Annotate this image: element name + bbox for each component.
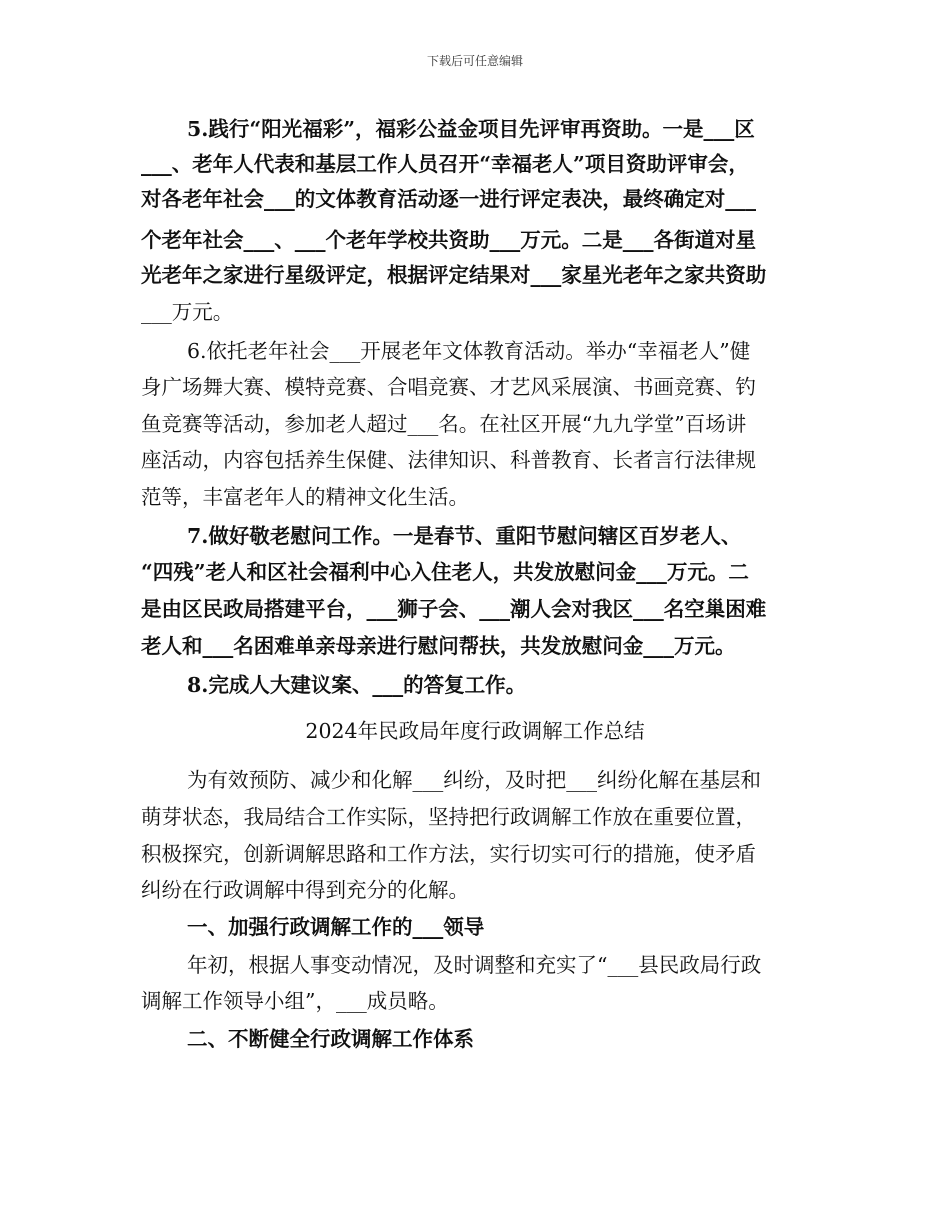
paragraph-line: 身广场舞大赛、模特竞赛、合唱竞赛、才艺风采展演、书画竞赛、钓 xyxy=(141,375,756,399)
paragraph-line: 范等，丰富老年人的精神文化生活。 xyxy=(141,485,469,509)
paragraph-line: 萌芽状态，我局结合工作实际，坚持把行政调解工作放在重要位置， xyxy=(141,805,756,829)
paragraph-line: 光老年之家进行星级评定，根据评定结果对___家星光老年之家共资助 xyxy=(141,263,767,287)
paragraph-line: 鱼竞赛等活动，参加老人超过___名。在社区开展“九九学堂”百场讲 xyxy=(141,412,747,436)
paragraph-line: 为有效预防、减少和化解___纠纷，及时把___纠纷化解在基层和 xyxy=(187,768,761,792)
paragraph-line: 6.依托老年社会___开展老年文体教育活动。举办“幸福老人”健 xyxy=(187,339,751,363)
paragraph-line: ___、老年人代表和基层工作人员召开“幸福老人”项目资助评审会， xyxy=(141,152,749,176)
paragraph-line: 老人和___名困难单亲母亲进行慰问帮扶，共发放慰问金___万元。 xyxy=(141,634,736,658)
paragraph-line: 8.完成人大建议案、___的答复工作。 xyxy=(187,673,527,697)
paragraph-line: 座活动，内容包括养生保健、法律知识、科普教育、长者言行法律规 xyxy=(141,448,756,472)
paragraph-line: 7.做好敬老慰问工作。一是春节、重阳节慰问辖区百岁老人、 xyxy=(187,524,742,548)
paragraph-line: “四残”老人和区社会福利中心入住老人，共发放慰问金___万元。二 xyxy=(141,560,749,584)
paragraph-line: 是由区民政局搭建平台，___狮子会、___潮人会对我区___名空巢困难 xyxy=(141,597,767,621)
paragraph-line: 5.践行“阳光福彩”，福彩公益金项目先评审再资助。一是___区 xyxy=(187,117,755,141)
paragraph-line: 年初，根据人事变动情况，及时调整和充实了“___县民政局行政 xyxy=(187,953,762,977)
paragraph-line: 个老年社会___、___个老年学校共资助___万元。二是___各街道对星 xyxy=(141,228,756,252)
paragraph-line: 对各老年社会___的文体教育活动逐一进行评定表决，最终确定对___ xyxy=(141,187,756,211)
paragraph-line: ___万元。 xyxy=(141,300,234,324)
page-header: 下载后可任意编辑 xyxy=(426,54,523,68)
paragraph-line: 纠纷在行政调解中得到充分的化解。 xyxy=(141,878,469,902)
section-title: 2024年民政局年度行政调解工作总结 xyxy=(305,719,645,743)
paragraph-line: 调解工作领导小组”，___成员略。 xyxy=(141,989,449,1013)
heading-line: 二、不断健全行政调解工作体系 xyxy=(187,1027,474,1051)
paragraph-line: 积极探究，创新调解思路和工作方法，实行切实可行的措施，使矛盾 xyxy=(141,842,756,866)
heading-line: 一、加强行政调解工作的___领导 xyxy=(187,915,485,939)
